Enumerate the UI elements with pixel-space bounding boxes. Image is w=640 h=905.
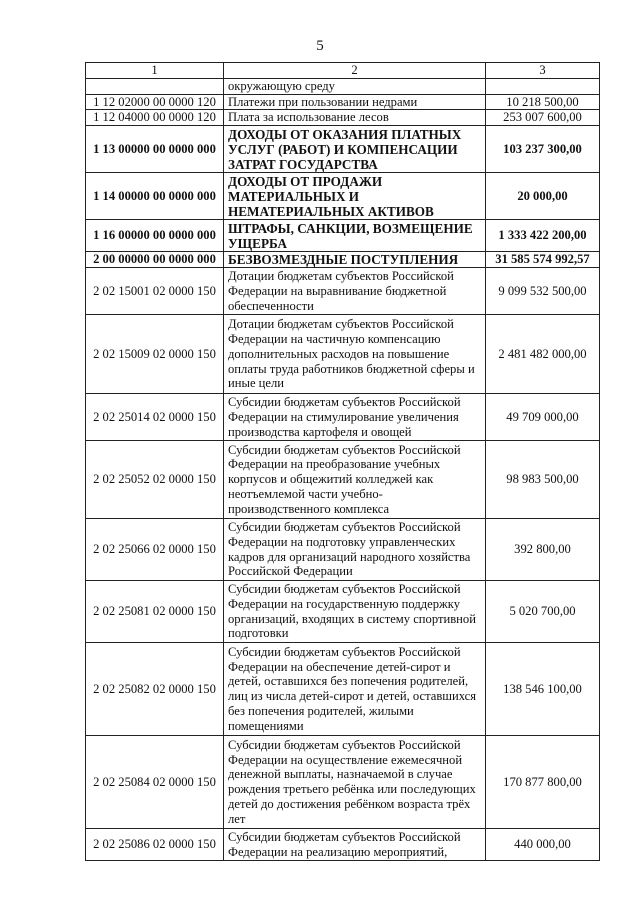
table-row <box>86 220 600 252</box>
amount-cell: 98 983 500,00 <box>486 441 600 519</box>
code-cell: 2 02 15001 02 0000 150 <box>86 268 224 315</box>
header-cell: 1 <box>86 63 224 79</box>
code-cell: 2 02 25052 02 0000 150 <box>86 441 224 519</box>
amount-cell: 9 099 532 500,00 <box>486 268 600 315</box>
description-cell: Субсидии бюджетам субъектов Российской Федерации на осуществление ежемесячной денежной выплаты, назначаемой в случае рождения третьего ребёнка или последующих детей до достижения ребёнком возраста трёх лет <box>224 736 486 829</box>
amount-cell: 31 585 574 992,57 <box>486 252 600 268</box>
description-cell: Плата за использование лесов <box>224 110 486 126</box>
description-cell: Дотации бюджетам субъектов Российской Федерации на частичную компенсацию дополнительных расходов на повышение оплаты труда работников бюджетной сферы и иные цели <box>224 315 486 394</box>
amount-cell: 1 333 422 200,00 <box>486 220 600 252</box>
amount-cell: 392 800,00 <box>486 519 600 581</box>
code-cell: 1 12 04000 00 0000 120 <box>86 110 224 126</box>
description-cell: Субсидии бюджетам субъектов Российской Федерации на преобразование учебных корпусов и общежитий колледжей как неотъемлемой части учебно-производственного комплекса <box>224 441 486 519</box>
amount-cell: 138 546 100,00 <box>486 643 600 736</box>
page-number: 5 <box>316 38 324 54</box>
table-row <box>86 173 600 220</box>
description-cell: ДОХОДЫ ОТ ПРОДАЖИ МАТЕРИАЛЬНЫХ И НЕМАТЕРИАЛЬНЫХ АКТИВОВ <box>224 173 486 220</box>
description-cell: Платежи при пользовании недрами <box>224 94 486 110</box>
budget-revenue-table <box>85 62 600 861</box>
code-cell: 2 02 25066 02 0000 150 <box>86 519 224 581</box>
description-cell: Субсидии бюджетам субъектов Российской Федерации на реализацию мероприятий, <box>224 829 486 861</box>
table-row <box>86 126 600 173</box>
code-cell: 1 13 00000 00 0000 000 <box>86 126 224 173</box>
table-row <box>86 268 600 315</box>
code-cell <box>86 78 224 94</box>
amount-cell: 20 000,00 <box>486 173 600 220</box>
amount-cell: 2 481 482 000,00 <box>486 315 600 394</box>
code-cell: 2 00 00000 00 0000 000 <box>86 252 224 268</box>
code-cell: 1 12 02000 00 0000 120 <box>86 94 224 110</box>
description-cell: Субсидии бюджетам субъектов Российской Федерации на государственную поддержку организаций, входящих в систему спортивной подготовки <box>224 581 486 643</box>
table-row <box>86 110 600 126</box>
table-row <box>86 78 600 94</box>
amount-cell <box>486 78 600 94</box>
header-cell: 3 <box>486 63 600 79</box>
description-cell: Субсидии бюджетам субъектов Российской Федерации на стимулирование увеличения производства картофеля и овощей <box>224 394 486 441</box>
table-header-row <box>86 63 600 79</box>
code-cell: 2 02 25081 02 0000 150 <box>86 581 224 643</box>
description-cell: Субсидии бюджетам субъектов Российской Федерации на обеспечение детей-сирот и детей, оставшихся без попечения родителей, лиц из числа детей-сирот и детей, оставшихся без попечения родителей, жилыми помещениями <box>224 643 486 736</box>
code-cell: 2 02 25086 02 0000 150 <box>86 829 224 861</box>
table-row <box>86 581 600 643</box>
table-row <box>86 252 600 268</box>
code-cell: 2 02 15009 02 0000 150 <box>86 315 224 394</box>
table-row <box>86 519 600 581</box>
table-row <box>86 315 600 394</box>
table-row <box>86 94 600 110</box>
description-cell: БЕЗВОЗМЕЗДНЫЕ ПОСТУПЛЕНИЯ <box>224 252 486 268</box>
description-cell: окружающую среду <box>224 78 486 94</box>
amount-cell: 170 877 800,00 <box>486 736 600 829</box>
description-cell: Дотации бюджетам субъектов Российской Федерации на выравнивание бюджетной обеспеченности <box>224 268 486 315</box>
code-cell: 1 14 00000 00 0000 000 <box>86 173 224 220</box>
code-cell: 1 16 00000 00 0000 000 <box>86 220 224 252</box>
header-cell: 2 <box>224 63 486 79</box>
table-row <box>86 441 600 519</box>
code-cell: 2 02 25082 02 0000 150 <box>86 643 224 736</box>
table-row <box>86 736 600 829</box>
code-cell: 2 02 25014 02 0000 150 <box>86 394 224 441</box>
amount-cell: 49 709 000,00 <box>486 394 600 441</box>
table-row <box>86 829 600 861</box>
description-cell: ШТРАФЫ, САНКЦИИ, ВОЗМЕЩЕНИЕ УЩЕРБА <box>224 220 486 252</box>
amount-cell: 10 218 500,00 <box>486 94 600 110</box>
code-cell: 2 02 25084 02 0000 150 <box>86 736 224 829</box>
table-row <box>86 643 600 736</box>
description-cell: Субсидии бюджетам субъектов Российской Федерации на подготовку управленческих кадров для организаций народного хозяйства Российской Федерации <box>224 519 486 581</box>
amount-cell: 5 020 700,00 <box>486 581 600 643</box>
amount-cell: 440 000,00 <box>486 829 600 861</box>
description-cell: ДОХОДЫ ОТ ОКАЗАНИЯ ПЛАТНЫХ УСЛУГ (РАБОТ) И КОМПЕНСАЦИИ ЗАТРАТ ГОСУДАРСТВА <box>224 126 486 173</box>
amount-cell: 253 007 600,00 <box>486 110 600 126</box>
table-row <box>86 394 600 441</box>
amount-cell: 103 237 300,00 <box>486 126 600 173</box>
